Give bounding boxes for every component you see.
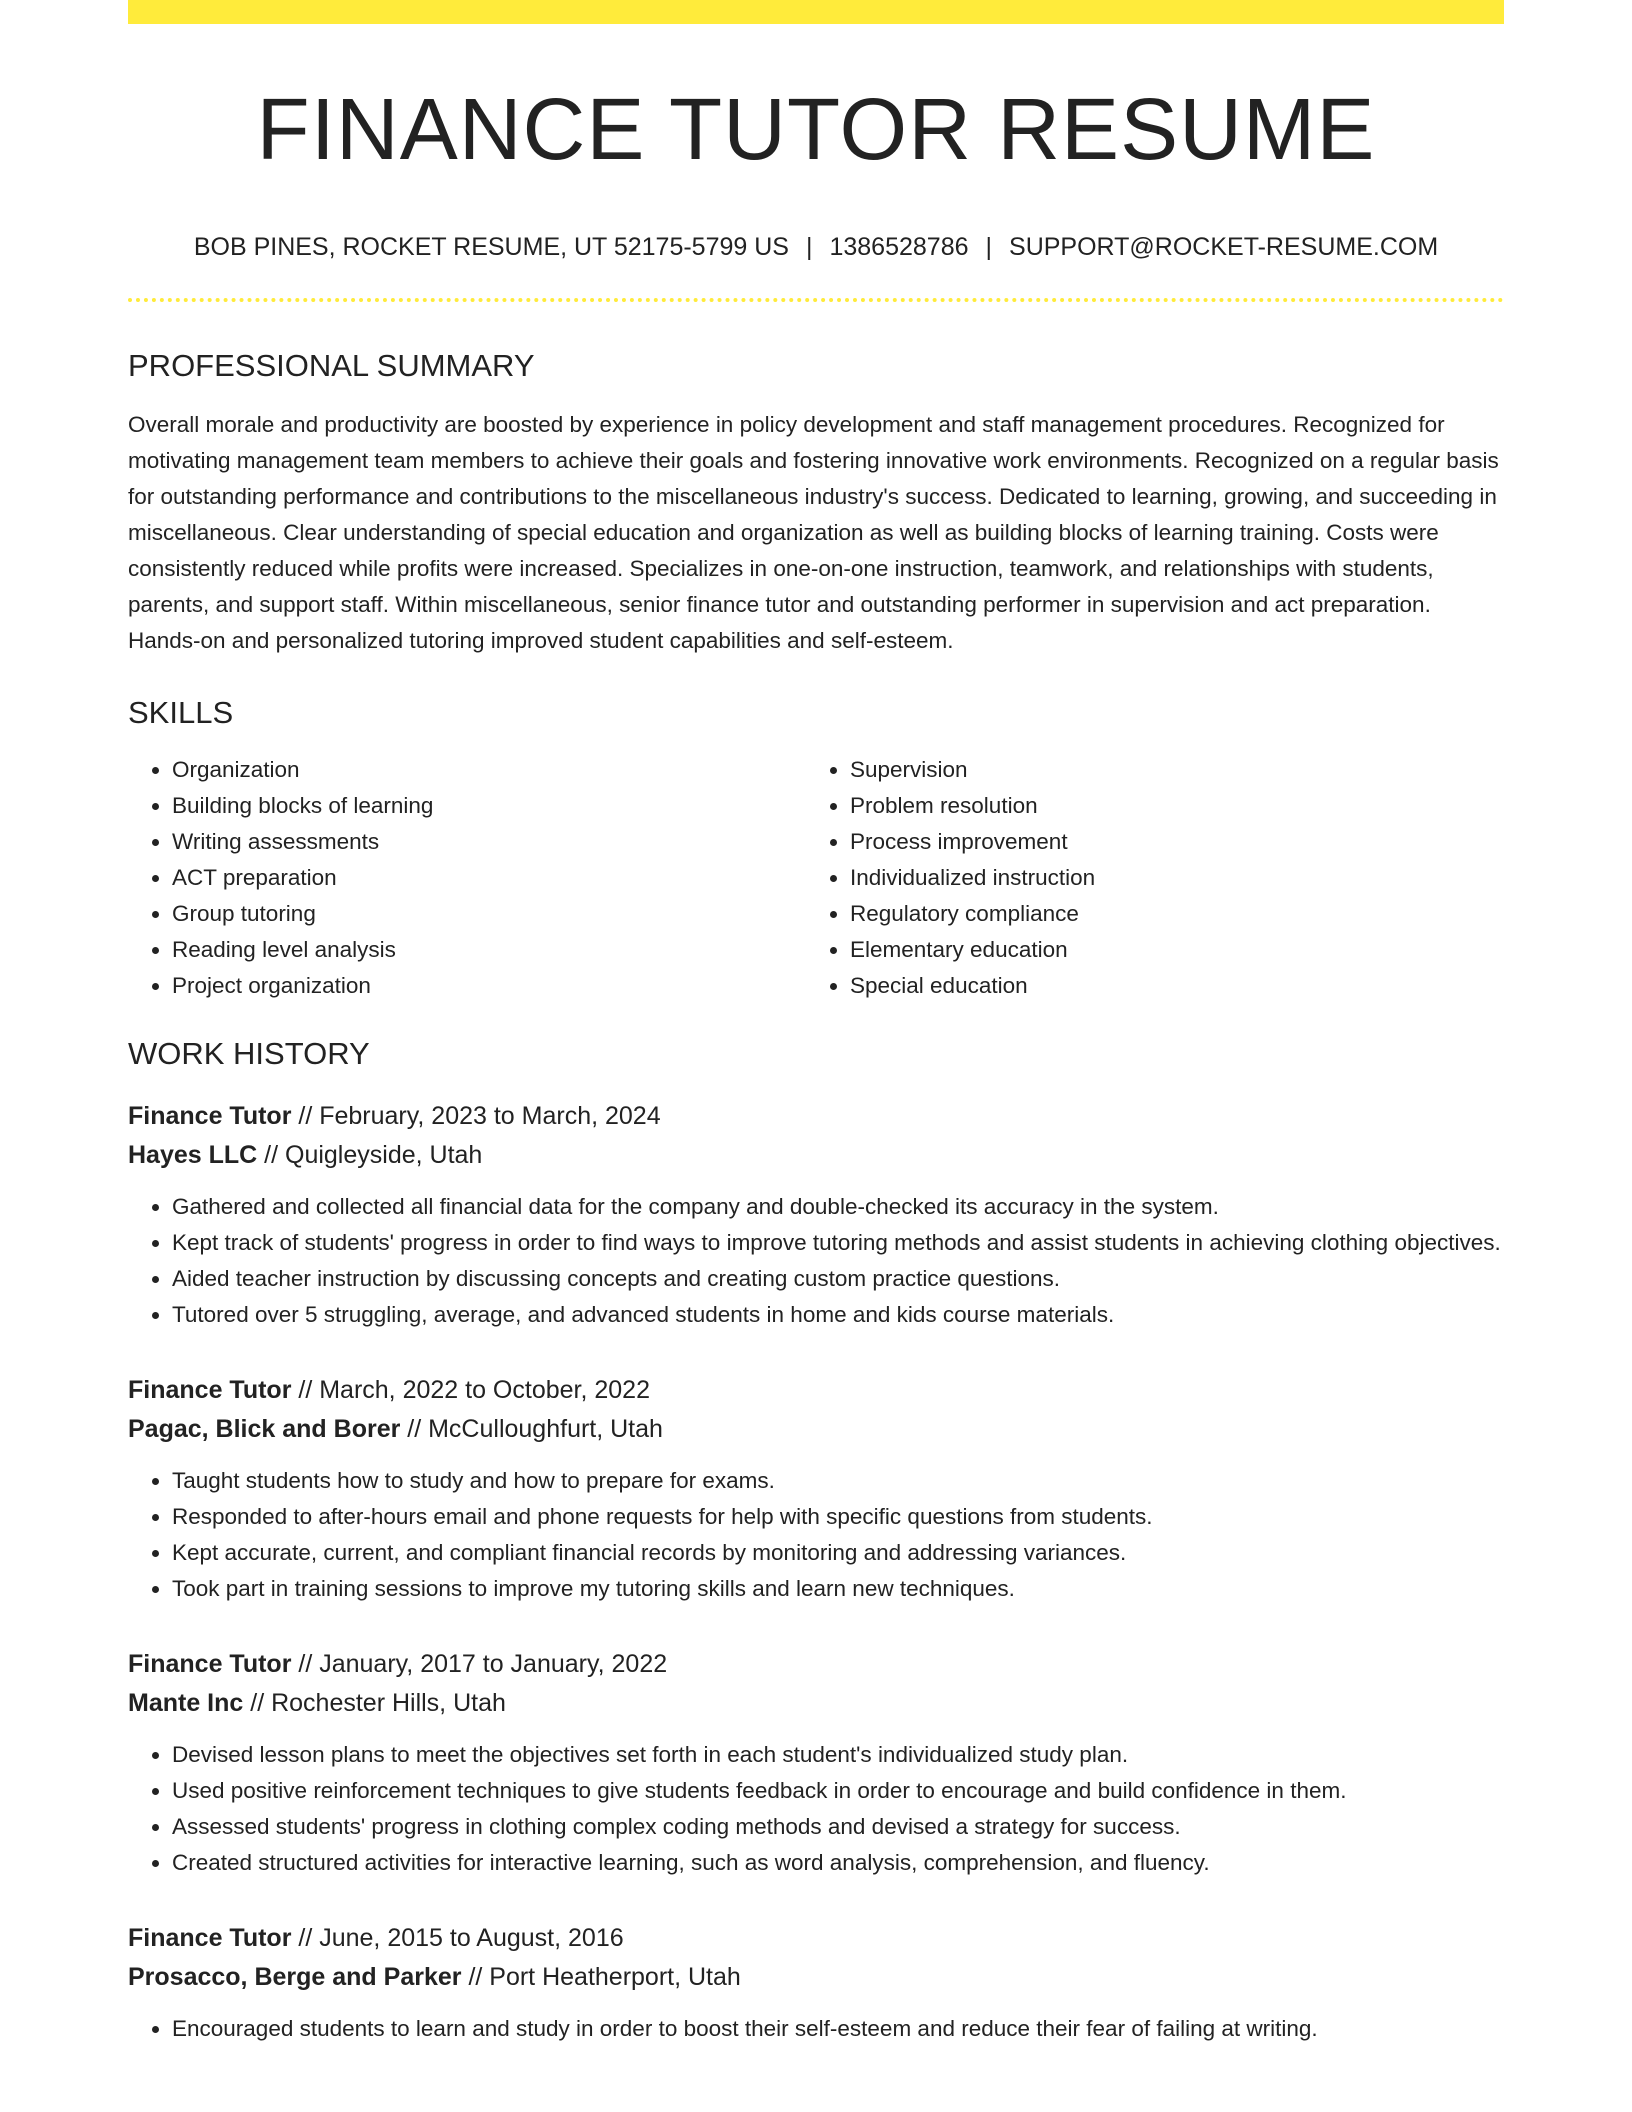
job-dates: // February, 2023 to March, 2024	[291, 1102, 661, 1130]
job-title: Finance Tutor	[128, 1924, 292, 1952]
job-bullet: • Aided teacher instruction by discussing concepts and creating custom practice questions.	[172, 1261, 1504, 1297]
job-title: Finance Tutor	[128, 1102, 292, 1130]
skill-item: • Reading level analysis	[172, 932, 806, 968]
contact-address: BOB PINES, ROCKET RESUME, UT 52175-5799 US	[193, 233, 789, 261]
work-history-heading: WORK HISTORY	[128, 1036, 370, 1071]
job-bullet: • Taught students how to study and how to prepare for exams.	[172, 1463, 1504, 1499]
job-title-line	[128, 1919, 1504, 1958]
dotted-divider	[128, 298, 1504, 302]
resume-title: FINANCE TUTOR RESUME	[256, 81, 1376, 178]
job-entry	[128, 1645, 1504, 1881]
skill-item: • Regulatory compliance	[850, 896, 1484, 932]
job-bullet: • Kept track of students' progress in order to find ways to improve tutoring methods and assist students in achieving clothing objectives.	[172, 1225, 1504, 1261]
skill-item: • Problem resolution	[850, 788, 1484, 824]
job-company-line	[128, 1410, 1504, 1449]
skill-item: • Process improvement	[850, 824, 1484, 860]
job-entry	[128, 1371, 1504, 1607]
job-bullet: • Created structured activities for interactive learning, such as word analysis, comprehension, and fluency.	[172, 1845, 1504, 1881]
contact-separator: |	[805, 233, 813, 261]
contact-phone: 1386528786	[829, 233, 969, 261]
contact-email: SUPPORT@ROCKET-RESUME.COM	[1009, 233, 1439, 261]
job-title-line	[128, 1645, 1504, 1684]
job-company-line	[128, 1136, 1504, 1175]
job-title: Finance Tutor	[128, 1650, 292, 1678]
job-company: Prosacco, Berge and Parker	[128, 1963, 462, 1991]
skills-columns	[128, 752, 1504, 1004]
skill-item: • Special education	[850, 968, 1484, 1004]
skills-list-right	[806, 752, 1484, 1004]
job-title-line	[128, 1097, 1504, 1136]
job-entry	[128, 1919, 1504, 2047]
skill-item: • Supervision	[850, 752, 1484, 788]
skills-list-left	[128, 752, 806, 1004]
contact-separator: |	[985, 233, 993, 261]
skill-item: • Organization	[172, 752, 806, 788]
job-bullet: • Gathered and collected all financial data for the company and double-checked its accuracy in the system.	[172, 1189, 1504, 1225]
skill-item: • Writing assessments	[172, 824, 806, 860]
job-dates: // June, 2015 to August, 2016	[291, 1924, 624, 1952]
job-bullet: • Kept accurate, current, and compliant financial records by monitoring and addressing variances.	[172, 1535, 1504, 1571]
skill-item: • Building blocks of learning	[172, 788, 806, 824]
skill-item: • Group tutoring	[172, 896, 806, 932]
accent-top-bar	[128, 0, 1504, 24]
job-bullets	[128, 1189, 1504, 1333]
job-company: Mante Inc	[128, 1689, 244, 1717]
job-location: // Rochester Hills, Utah	[243, 1689, 506, 1717]
resume-page	[128, 0, 1504, 2047]
job-bullet: • Used positive reinforcement techniques to give students feedback in order to encourage and build confidence in them.	[172, 1773, 1504, 1809]
job-bullet: • Encouraged students to learn and study in order to boost their self-esteem and reduce their fear of failing at writing.	[172, 2011, 1504, 2047]
job-bullets	[128, 1463, 1504, 1607]
job-bullet: • Assessed students' progress in clothing complex coding methods and devised a strategy for success.	[172, 1809, 1504, 1845]
contact-line	[128, 235, 1504, 260]
job-location: // McCulloughfurt, Utah	[400, 1415, 663, 1443]
skill-item: • ACT preparation	[172, 860, 806, 896]
skill-item: • Project organization	[172, 968, 806, 1004]
job-company-line	[128, 1684, 1504, 1723]
job-location: // Quigleyside, Utah	[257, 1141, 483, 1169]
job-bullet: • Took part in training sessions to improve my tutoring skills and learn new techniques.	[172, 1571, 1504, 1607]
skill-item: • Elementary education	[850, 932, 1484, 968]
job-company: Pagac, Blick and Borer	[128, 1415, 401, 1443]
job-company-line	[128, 1958, 1504, 1997]
job-bullet: • Responded to after-hours email and phone requests for help with specific questions from students.	[172, 1499, 1504, 1535]
job-bullet: • Tutored over 5 struggling, average, and advanced students in home and kids course materials.	[172, 1297, 1504, 1333]
job-dates: // January, 2017 to January, 2022	[291, 1650, 668, 1678]
job-company: Hayes LLC	[128, 1141, 258, 1169]
job-bullet: • Devised lesson plans to meet the objectives set forth in each student's individualized study plan.	[172, 1737, 1504, 1773]
job-location: // Port Heatherport, Utah	[461, 1963, 741, 1991]
job-title-line	[128, 1371, 1504, 1410]
job-bullets	[128, 1737, 1504, 1881]
job-entry	[128, 1097, 1504, 1333]
skills-heading: SKILLS	[128, 695, 234, 730]
skill-item: • Individualized instruction	[850, 860, 1484, 896]
summary-heading: PROFESSIONAL SUMMARY	[128, 348, 535, 383]
job-dates: // March, 2022 to October, 2022	[291, 1376, 650, 1404]
summary-text: Overall morale and productivity are boosted by experience in policy development and staff management procedures. Recognized for motivating management team members to achieve their goals and fostering innovative work environments. Recognized on a regular basis for outstanding performance and contributions to the miscellaneous industry's success. Dedicated to learning, growing, and succeeding in miscellaneous. Clear understanding of special education and organization as well as building blocks of learning training. Costs were consistently reduced while profits were increased. Specializes in one-on-one instruction, teamwork, and relationships with students, parents, and support staff. Within miscellaneous, senior finance tutor and outstanding performer in supervision and act preparation. Hands-on and personalized tutoring improved student capabilities and self-esteem.	[128, 412, 1499, 653]
job-bullets	[128, 2011, 1504, 2047]
job-title: Finance Tutor	[128, 1376, 292, 1404]
